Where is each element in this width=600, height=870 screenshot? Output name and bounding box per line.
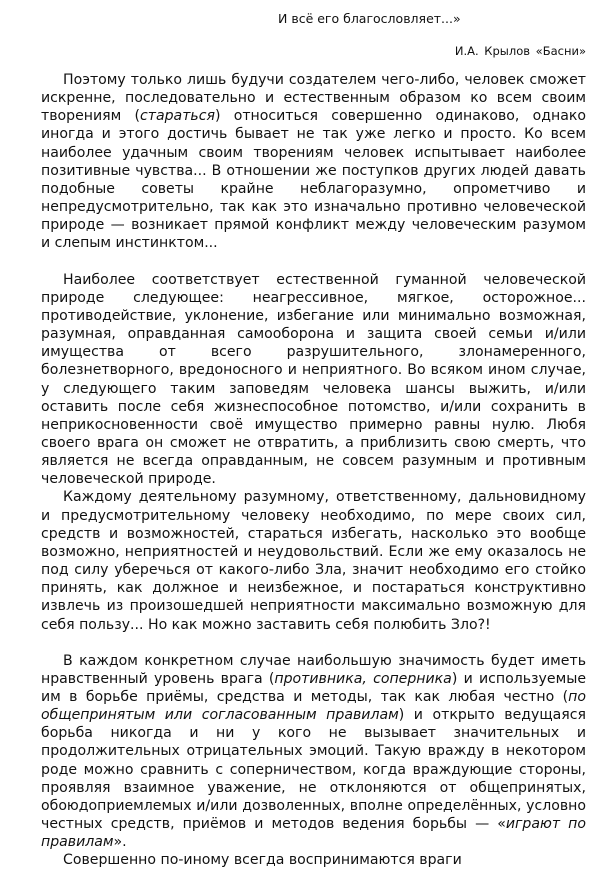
text-run: Наиболее соответствует естественной гуманной человеческой природе следующее: неагрессивное, мягкое, осторожное... противодействие, уклонение, избегание или минимально возможная, разумная, оправданная самооборона и защита своей семьи и/или имущества от всего разрушительного, злонамеренного, болезнетворного, вредоносного и неприятного. Во всяком ином случае, у следующего таким заповедям человека шансы выжить, и/или оставить после себя жизнеспособное потомство, и/или сохранить в неприкосновенности своё имущество примерно равны нулю. Любя своего врага он сможет не отвратить, а приблизить свою смерть, что является не всегда оправданным, не совсем разумным и противным человеческой природе. [41,271,586,488]
italic-text: противника, соперника [274,670,452,687]
text-run: Каждому деятельному разумному, ответственному, дальновидному и предусмотрительному человеку необходимо, по мере своих сил, средств и возможностей, стараться избегать, насколько это вообще возможно, неприятностей и неудовольствий. Если же ему оказалось не под силу уберечься от какого-либо Зла, значит необходимо его стойко принять, как должное и неизбежное, и постараться конструктивно извлечь из произошедшей неприятности максимально возможную для себя пользу... Но как можно заставить себя полюбить Зло?! [41,489,586,633]
text-run: ) и открыто ведущаяся борьба никогда и ни у кого не вызывает значительных и продолжительных отрицательных эмоций. Такую вражду в некотором роде можно сравнить с соперничеством, когда враждующие стороны, проявляя взаимное уважение, не отклоняются от общепринятых, обоюдоприемлемых и/или дозволенных, вполне определённых, условно честных средств, приёмов и методов ведения борьбы — « [41,707,586,833]
italic-text: стараться [140,108,215,125]
body-text [41,71,586,870]
paragraph-p4 [41,652,586,852]
text-run: ». [113,834,127,851]
text-run: Совершенно по-иному всегда воспринимаются враги [63,852,462,869]
paragraph-p1 [41,71,586,253]
italic-text: по общепринятым или согласованным правилам [41,689,586,724]
text-run: ) и используемые им в борьбе приёмы, средства и методы, так как любая честно ( [41,670,586,705]
paragraph-p5 [41,851,586,869]
epigraph-attribution: И.А. Крылов «Басни» [454,44,586,58]
text-run: ) относиться совершенно одинаково, однако иногда и этого достичь бывает не так уже легко и просто. Ко всем наиболее удачным своим творениям человек испытывает наиболее позитивные чувства... В отношении же поступков других людей давать подобные советы крайне неблагоразумно, опрометчиво и непредусмотрительно, так как это изначально противно человеческой природе — возникает прямой конфликт между человеческим разумом и слепым инстинктом... [41,108,586,252]
epigraph-line: И всё его благословляет...» [278,11,461,26]
italic-text: играют по правилам [41,816,586,851]
paragraph-p2 [41,271,586,489]
paragraph-p3 [41,488,586,633]
text-run: В каждом конкретном случае наибольшую значимость будет иметь нравственный уровень врага ( [41,652,586,687]
text-run: Поэтому только лишь будучи создателем чего-либо, человек сможет искренне, последовательно и естественным образом ко всем своим творениям ( [41,72,586,125]
